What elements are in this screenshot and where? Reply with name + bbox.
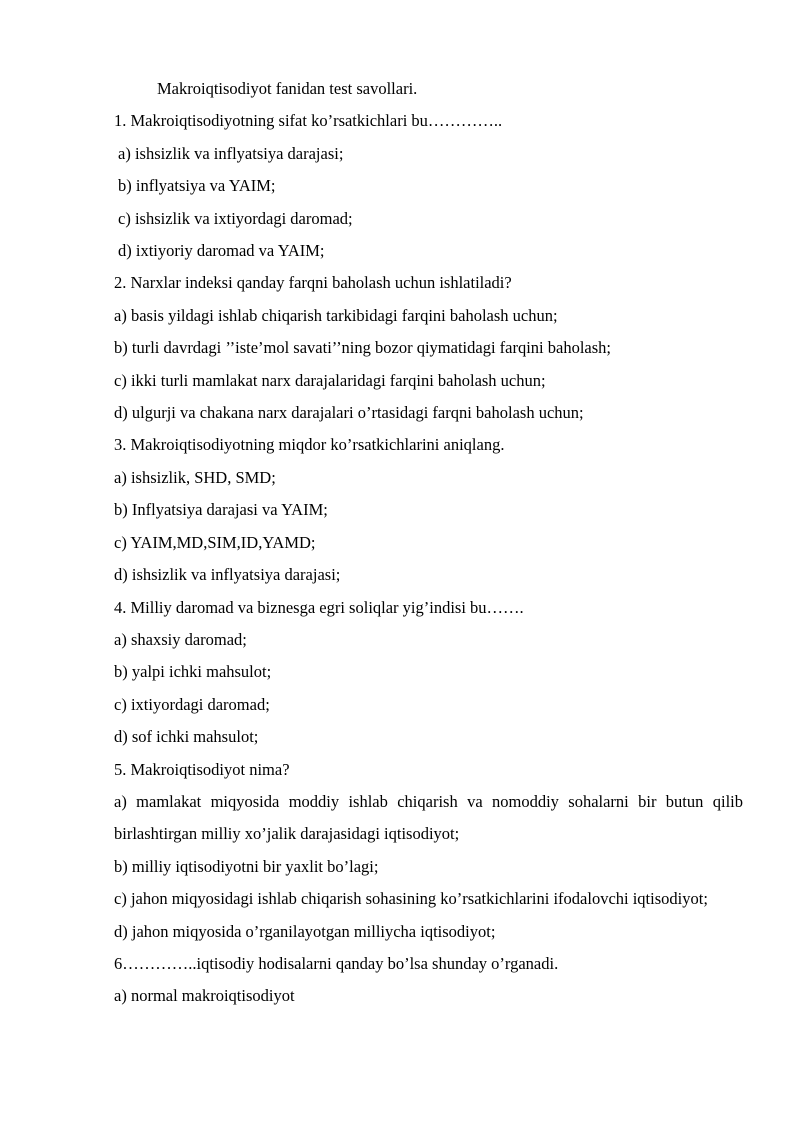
question-6-option-a: a) normal makroiqtisodiyot (114, 986, 295, 1006)
question-4-option-d: d) sof ichki mahsulot; (114, 727, 259, 747)
question-4-option-c: c) ixtiyordagi daromad; (114, 694, 270, 714)
question-1-option-a: a) ishsizlik va inflyatsiya darajasi; (118, 143, 344, 163)
question-1: 1. Makroiqtisodiyotning sifat ko’rsatkichlari bu………….. (114, 111, 503, 131)
question-3-option-b: b) Inflyatsiya darajasi va YAIM; (114, 500, 328, 520)
question-5-option-a: a) mamlakat miqyosida moddiy ishlab chiqarish va nomoddiy sohalarni bir butun qilib birlashtirgan milliy xo’jalik darajasidagi iqtisodiyot; (114, 791, 743, 844)
question-2-option-b: b) turli davrdagi ’’iste’mol savati’’ning bozor qiymatidagi farqini baholash; (114, 338, 611, 358)
question-1-option-d: d) ixtiyoriy daromad va YAIM; (118, 241, 325, 261)
question-3-option-c: c) YAIM,MD,SIM,ID,YAMD; (114, 532, 316, 552)
question-5-option-b: b) milliy iqtisodiyotni bir yaxlit bo’lagi; (114, 856, 379, 876)
question-5: 5. Makroiqtisodiyot nima? (114, 759, 290, 779)
question-2-option-d: d) ulgurji va chakana narx darajalari o’rtasidagi farqni baholash uchun; (114, 403, 584, 423)
question-4-option-b: b) yalpi ichki mahsulot; (114, 662, 272, 682)
question-3: 3. Makroiqtisodiyotning miqdor ko’rsatkichlarini aniqlang. (114, 435, 505, 455)
document-content (114, 73, 743, 1013)
question-4-option-a: a) shaxsiy daromad; (114, 629, 247, 649)
document-title: Makroiqtisodiyot fanidan test savollari. (157, 79, 418, 98)
question-1-option-b: b) inflyatsiya va YAIM; (118, 176, 276, 196)
question-1-option-c: c) ishsizlik va ixtiyordagi daromad; (118, 208, 353, 228)
question-3-option-d: d) ishsizlik va inflyatsiya darajasi; (114, 565, 341, 585)
question-5-option-d: d) jahon miqyosida o’rganilayotgan milliycha iqtisodiyot; (114, 921, 496, 941)
question-3-option-a: a) ishsizlik, SHD, SMD; (114, 467, 276, 487)
question-2: 2. Narxlar indeksi qanday farqni baholash uchun ishlatiladi? (114, 273, 512, 293)
question-5-option-c: c) jahon miqyosidagi ishlab chiqarish sohasining ko’rsatkichlarini ifodalovchi iqtisodiyot; (114, 889, 708, 909)
question-6: 6…………..iqtisodiy hodisalarni qanday bo’lsa shunday o’rganadi. (114, 953, 559, 973)
question-2-option-a: a) basis yildagi ishlab chiqarish tarkibidagi farqini baholash uchun; (114, 305, 558, 325)
question-4: 4. Milliy daromad va biznesga egri soliqlar yig’indisi bu……. (114, 597, 524, 617)
question-2-option-c: c) ikki turli mamlakat narx darajalaridagi farqini baholash uchun; (114, 370, 546, 390)
